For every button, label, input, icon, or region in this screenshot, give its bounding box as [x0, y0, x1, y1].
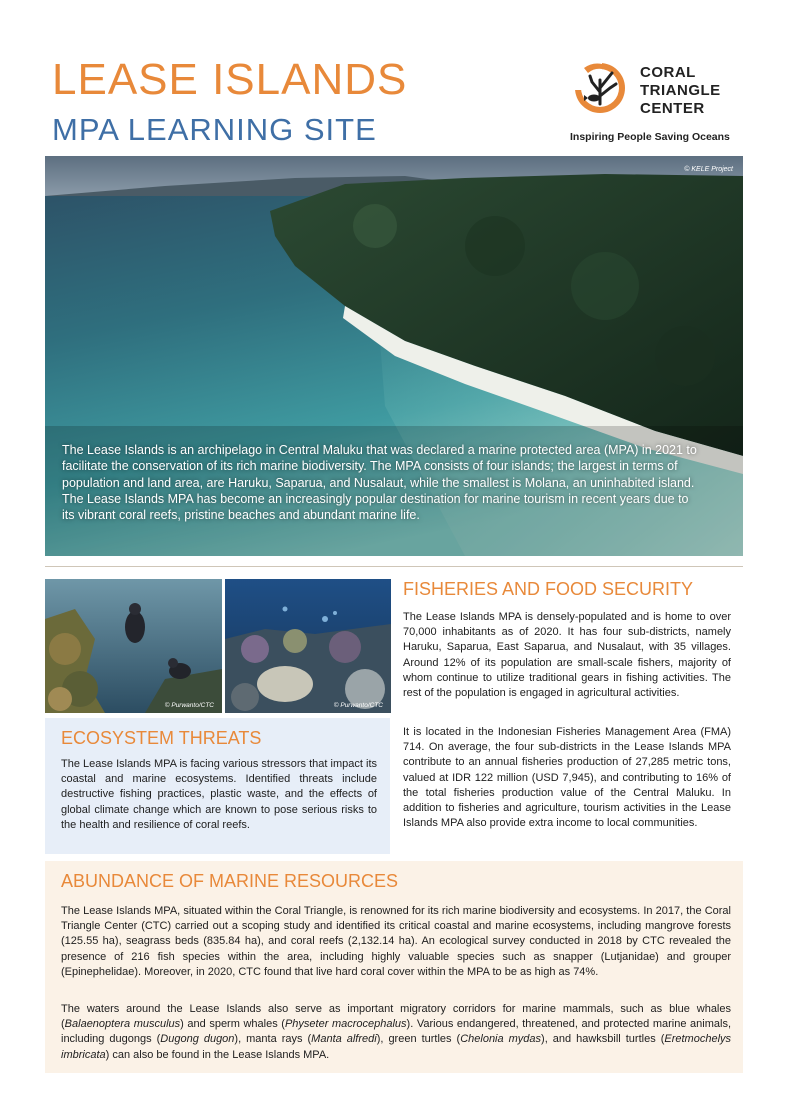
species-name: Physeter macrocephalus — [284, 1018, 407, 1031]
diver-reef-image — [45, 579, 222, 713]
diver-photo — [45, 579, 222, 713]
marine-resources-box — [45, 861, 743, 1073]
ecosystem-threats-heading: ECOSYSTEM THREATS — [61, 728, 262, 748]
species-name: Manta alfredi — [311, 1033, 377, 1046]
coral-fish-logo-icon — [572, 60, 628, 116]
ecosystem-threats-text: The Lease Islands MPA is facing various stressors that impact its coastal and marine ecosystems. Identified threats include destructive fishing practices, plastic waste, and the effects of global climate change which are known to pose serious risks to the health and resilience of coral reefs. — [61, 758, 377, 831]
coral-photo-credit: © Purwanto/CTC — [333, 702, 383, 709]
coral-triangle-center-logo — [568, 58, 738, 148]
species-name: Eretmochelys imbricata — [61, 1033, 732, 1061]
species-name: Balaenoptera musculus — [64, 1018, 181, 1031]
marine-resources-paragraph-1: The Lease Islands MPA, situated within the Coral Triangle, is renowned for its rich marine biodiversity and ecosystems. In 2017, the Coral Triangle Center (CTC) carried out a scoping study and identified its critical coastal and marine ecosystems, including mangrove forests (125.55 ha), seagrass beds (835.84 ha), and coral reefs (2,132.14 ha). An ecological survey conducted in 2018 by CTC revealed the presence of 216 fish species within the area, including highly valuable species such as snapper (Lutjanidae) and grouper (Epinephelidae). Moreover, in 2020, CTC found that live hard coral cover within the MPA to be as high as 74%. — [61, 905, 731, 978]
hero-photo-credit: © KELE Project — [684, 166, 733, 173]
hero-intro-text: The Lease Islands is an archipelago in Central Maluku that was declared a marine protected area (MPA) in 2021 to facilitate the conservation of its rich marine biodiversity. The MPA consists of four islands; the largest in terms of population and land area, are Haruku, Saparua, and Nusalaut, while the smallest is Molana, an uninhabited island. The Lease Islands MPA has become an increasingly popular destination for marine tourism in recent years due to its vibrant coral reefs, pristine beaches and abundant marine life. — [62, 443, 697, 523]
section-divider — [45, 566, 743, 567]
logo-name-line2: TRIANGLE — [640, 82, 721, 99]
logo-tagline: Inspiring People Saving Oceans — [570, 131, 730, 143]
fisheries-paragraph-2: It is located in the Indonesian Fisheries Management Area (FMA) 714. On average, the four sub-districts in the Lease Islands MPA contribute to an annual fisheries production of 27,285 metric tons, valued at IDR 122 million (USD 7,945), and contributing to 16% of the total fisheries production value of the Central Maluku. In addition to fisheries and agriculture, tourism activities in the Lease Islands MPA also provide extra income to local communities. — [403, 726, 731, 830]
text-run: ), green turtles ( — [376, 1033, 461, 1046]
logo-name-line3: CENTER — [640, 100, 705, 117]
logo-name — [640, 64, 721, 118]
fisheries-paragraph-1: The Lease Islands MPA is densely-populated and is home to over 70,000 inhabitants as of 2020. It has four sub-districts, namely Haruku, Saparua, East Saparua, and Nusalaut, with 35 villages. Around 12% of its population are small-scale fishers, majority of whom continue to utilize traditional gears in fishing activities. The rest of the population is engaged in agricultural activities. — [403, 611, 731, 700]
text-run: ) can also be found in the Lease Islands MPA. — [105, 1048, 330, 1061]
fisheries-heading: FISHERIES AND FOOD SECURITY — [403, 579, 694, 599]
ecosystem-threats-box — [45, 718, 390, 854]
page-title: LEASE ISLANDS — [52, 55, 408, 104]
marine-resources-heading: ABUNDANCE OF MARINE RESOURCES — [61, 871, 399, 891]
diver-photo-credit: © Purwanto/CTC — [164, 702, 214, 709]
text-run: ). Various endangered, threatened, and protected marine animals, including dugongs ( — [61, 1018, 732, 1046]
text-run: ), and hawksbill turtles ( — [541, 1033, 665, 1046]
hero-image — [45, 156, 743, 556]
text-run: The waters around the Lease Islands also serve as important migratory corridors for marine mammals, such as blue whales ( — [61, 1003, 731, 1031]
page-subtitle: MPA LEARNING SITE — [52, 112, 377, 147]
text-run: ), manta rays ( — [234, 1033, 312, 1046]
marine-resources-paragraph-2 — [61, 1002, 731, 1063]
coral-photo — [225, 579, 391, 713]
logo-name-line1: CORAL — [640, 64, 696, 81]
species-name: Dugong dugon — [160, 1033, 235, 1046]
text-run: ) and sperm whales ( — [180, 1018, 285, 1031]
coral-reef-image — [225, 579, 391, 713]
species-name: Chelonia mydas — [460, 1033, 542, 1046]
